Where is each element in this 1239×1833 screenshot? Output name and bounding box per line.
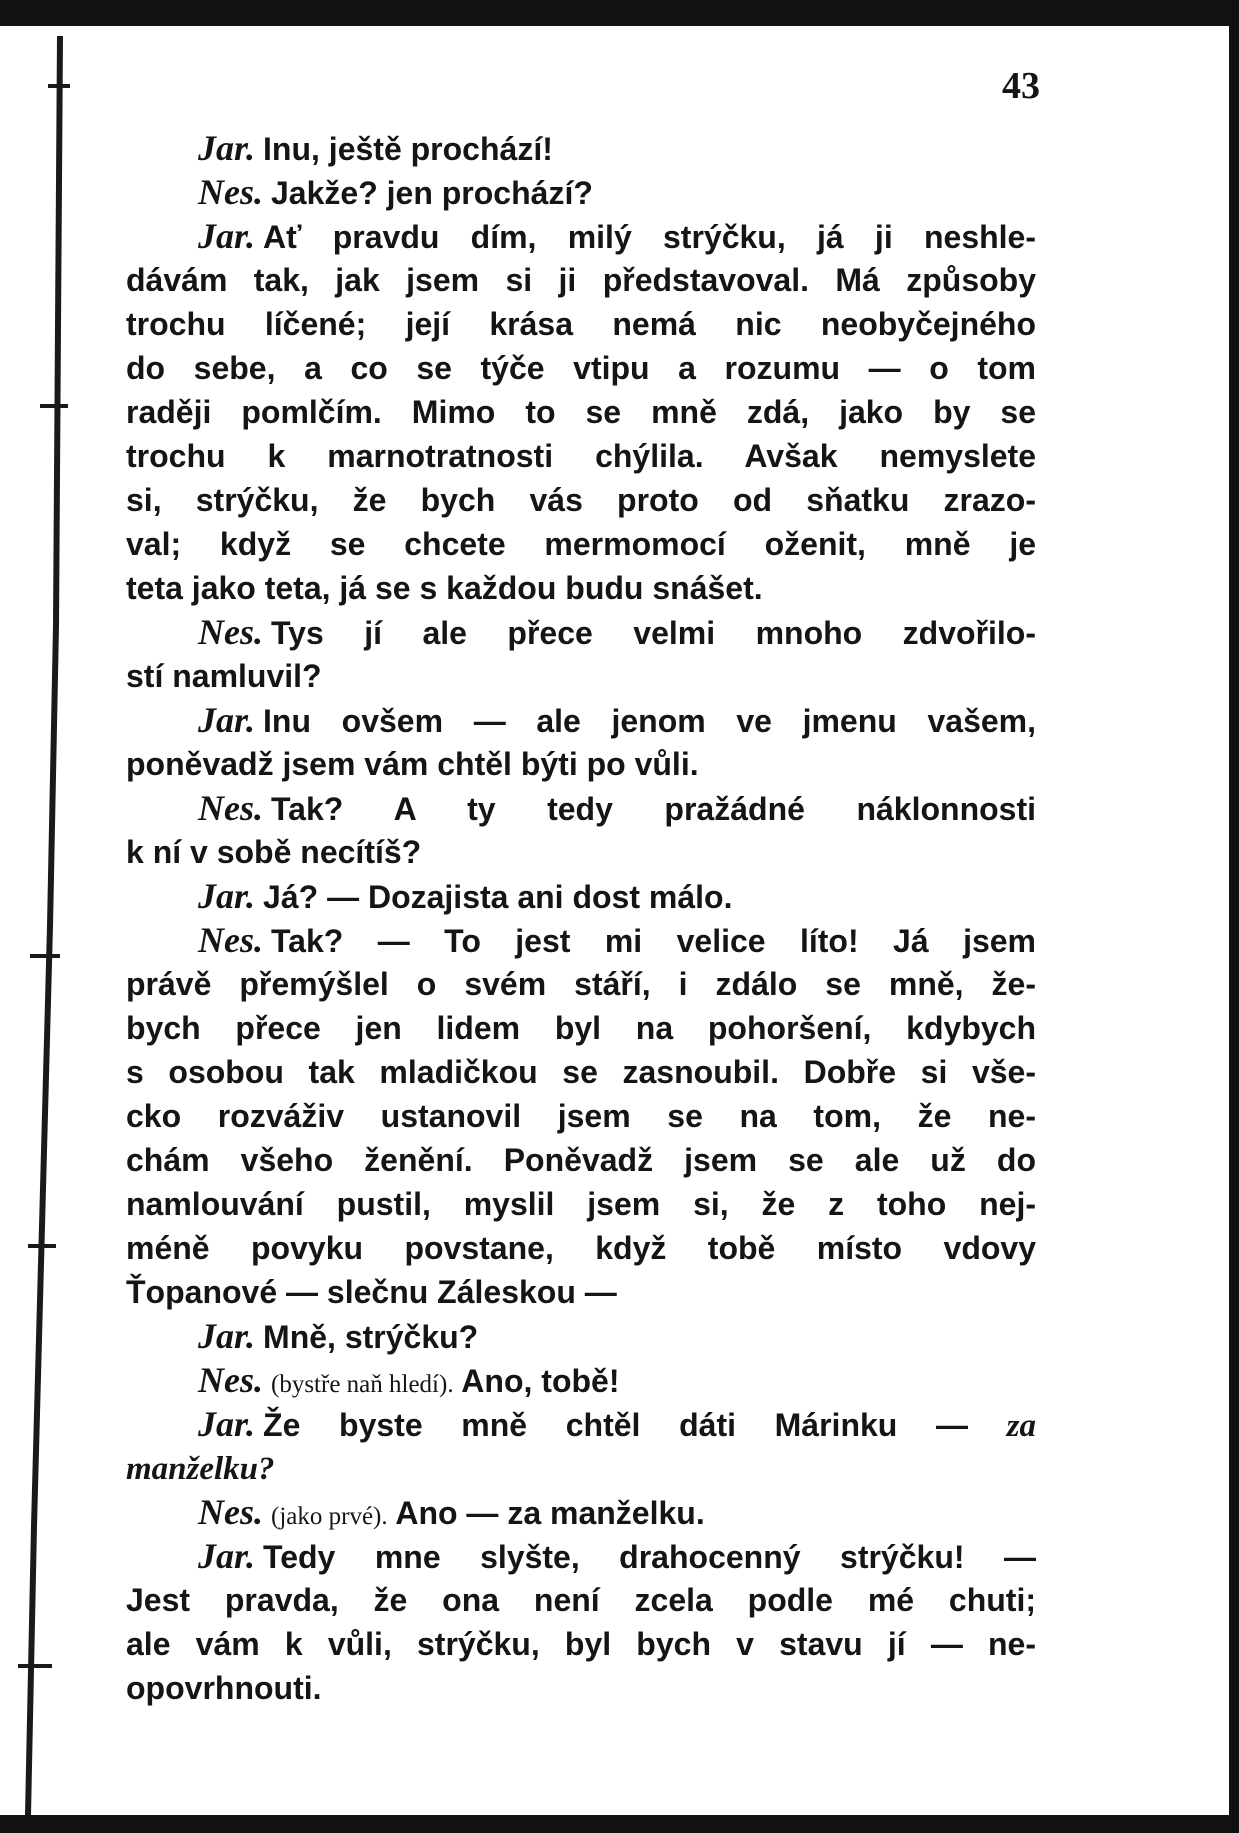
- text-line: val; když se chcete mermomocí oženit, mně je: [126, 526, 1036, 562]
- text-line: [126, 1314, 1036, 1358]
- text-line: k ní v sobě necítíš?: [126, 834, 422, 870]
- text-line: [126, 918, 1036, 962]
- line-text: Ano — za manželku.: [395, 1495, 705, 1531]
- line-text: Inu ovšem — ale jenom ve jmenu vašem,: [263, 703, 1036, 739]
- text-line: stí namluvil?: [126, 658, 322, 694]
- text-line: poněvadž jsem vám chtěl býti po vůli.: [126, 746, 699, 782]
- line-text: Tak? A ty tedy pražádné náklonnosti: [271, 791, 1036, 827]
- speaker-label: Jar.: [198, 216, 256, 256]
- line-text: Tedy mne slyšte, drahocenný strýčku! —: [263, 1539, 1036, 1575]
- text-line: Jest pravda, že ona není zcela podle mé chuti;: [126, 1582, 1036, 1618]
- line-text: Já? — Dozajista ani dost málo.: [263, 879, 733, 915]
- speaker-label: Jar.: [198, 876, 256, 916]
- speaker-label: Jar.: [198, 1404, 256, 1444]
- text-line: [126, 698, 1036, 742]
- text-line: [126, 214, 1036, 258]
- text-line: [126, 786, 1036, 830]
- text-line: cko rozváživ ustanovil jsem se na tom, že ne-: [126, 1098, 1036, 1134]
- text-line: [126, 874, 1036, 918]
- text-line: dávám tak, jak jsem si ji představoval. Má způsoby: [126, 262, 1036, 298]
- line-text: Ať pravdu dím, milý strýčku, já ji neshle-: [263, 219, 1036, 255]
- scan-border-top: [0, 0, 1239, 26]
- text-line: [126, 1446, 1036, 1490]
- text-line: chám všeho ženění. Poněvadž jsem se ale už do: [126, 1142, 1036, 1178]
- speaker-label: Jar.: [198, 1316, 256, 1356]
- text-line: [126, 1534, 1036, 1578]
- text-line: [126, 1358, 1036, 1402]
- text-line: do sebe, a co se týče vtipu a rozumu — o tom: [126, 350, 1036, 386]
- text-line: méně povyku povstane, když tobě místo vdovy: [126, 1230, 1036, 1266]
- text-line: [126, 1402, 1036, 1446]
- text-line: bych přece jen lidem byl na pohoršení, kdybych: [126, 1010, 1036, 1046]
- line-text: Tak? — To jest mi velice líto! Já jsem: [271, 923, 1036, 959]
- scan-border-bottom: [0, 1815, 1239, 1833]
- text-line: Ťopanové — slečnu Záleskou —: [126, 1274, 617, 1310]
- line-text: Mně, strýčku?: [263, 1319, 479, 1355]
- speaker-label: Jar.: [198, 1536, 256, 1576]
- speaker-label: Nes.: [198, 1360, 263, 1400]
- speaker-label: Nes.: [198, 788, 263, 828]
- speaker-label: Nes.: [198, 920, 263, 960]
- speaker-label: Nes.: [198, 172, 263, 212]
- stage-direction: (bystře naň hledí).: [271, 1371, 454, 1398]
- speaker-label: Nes.: [198, 612, 263, 652]
- text-line: ale vám k vůli, strýčku, byl bych v stavu jí — ne-: [126, 1626, 1036, 1662]
- text-line: namlouvání pustil, myslil jsem si, že z toho nej-: [126, 1186, 1036, 1222]
- speaker-label: Nes.: [198, 1492, 263, 1532]
- text-line: trochu líčené; její krása nemá nic neobyčejného: [126, 306, 1036, 342]
- italic-word: za: [1006, 1408, 1036, 1444]
- text-line: [126, 170, 1036, 214]
- text-line: s osobou tak mladičkou se zasnoubil. Dobře si vše-: [126, 1054, 1036, 1090]
- page-number: 43: [1002, 65, 1040, 107]
- text-line: opovrhnouti.: [126, 1670, 322, 1706]
- text-line: [126, 126, 1036, 170]
- text-line: [126, 1490, 1036, 1534]
- line-text: Jakže? jen prochází?: [271, 175, 593, 211]
- text-line: raději pomlčím. Mimo to se mně zdá, jako by se: [126, 394, 1036, 430]
- text-line: [126, 610, 1036, 654]
- speaker-label: Jar.: [198, 128, 256, 168]
- line-text: Tys jí ale přece velmi mnoho zdvořilo-: [271, 615, 1036, 651]
- italic-word: manželku?: [126, 1451, 275, 1487]
- text-line: si, strýčku, že bych vás proto od sňatku zrazo-: [126, 482, 1036, 518]
- speaker-label: Jar.: [198, 700, 256, 740]
- text-line: právě přemýšlel o svém stáří, i zdálo se mně, že-: [126, 966, 1036, 1002]
- line-text: Inu, ještě prochází!: [263, 131, 553, 167]
- text-line: trochu k marnotratnosti chýlila. Avšak nemyslete: [126, 438, 1036, 474]
- line-text: Že byste mně chtěl dáti Márinku —: [263, 1407, 1007, 1443]
- line-text: Ano, tobě!: [461, 1363, 620, 1399]
- text-line: teta jako teta, já se s každou budu snášet.: [126, 570, 763, 606]
- stage-direction: (jako prvé).: [271, 1503, 388, 1530]
- page-text: [126, 126, 1036, 1710]
